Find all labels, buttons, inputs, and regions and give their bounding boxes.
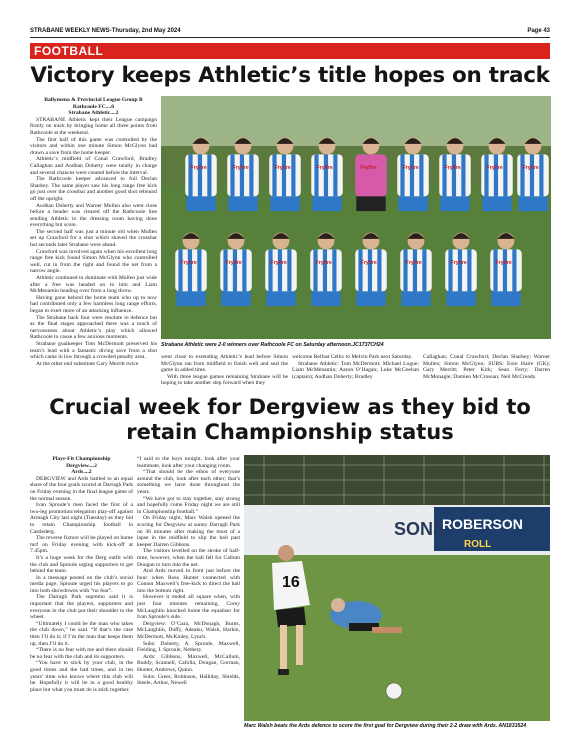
paragraph: On Friday night, Marc Walsh opened the scoring for Dergview at sunny Darragh Park on 36 minutes after making the most of a lapse in the midfield to slip the ball past keeper Darren Gibbons. (137, 515, 240, 548)
story1-column-2 (161, 354, 288, 387)
shirt-sponsor: Fryfire (522, 165, 539, 172)
section-bar (30, 43, 550, 59)
paragraph: Subs: Greer, Robinson, Halliday, Shields, Steele, Arthur, Newell (137, 673, 240, 687)
match-photo-caption: Marc Walsh beats the Ards defence to score the first goal for Dergview during their 2-2 draw with Ards. AN1833524 (244, 723, 527, 729)
paragraph: Strabane Athletic: Tom McDermott; Michael Logue; Liam McMenamin; Aaron O’Hagan; Luke McGeehan (captain); Aodhan Doherty; Bradley (292, 360, 419, 380)
shirt-sponsor: Fryfire (486, 165, 503, 172)
story2-home-score: Dergview....2 (66, 462, 97, 469)
paragraph: The Rathcoole keeper advanced to foil Declan Sharkey. The same player saw his long range free kick go just over the crossbar and another good shot rebound off the upright. (30, 176, 157, 202)
paragraph: welcome Belfast Celtic to Melvin Park next Saturday. (292, 354, 413, 360)
paragraph: With three league games remaining Strabane will be hoping to take another step forward when they (161, 373, 288, 387)
paragraph: Ivan Sproule’s men faced the first of a two-leg promotion/relegation play-off against Armagh City last night (Tuesday) as they bid to retain Championship football in Castlederg. (30, 502, 133, 535)
paragraph: Aodhan Doherty and Warner Mullen also went close before a header was cleared off the Rathcoole line sending Athletic to the dressing room having done everything but score. (30, 202, 157, 229)
match-photo-graphic (244, 455, 550, 721)
paragraph: The visitors levelled on the stroke of half-time, however, when the ball fell for Callum Dougan to turn into the net. (137, 548, 240, 568)
shirt-sponsor: Fryfire (232, 165, 249, 172)
story2-column-2 (137, 456, 240, 687)
paragraph: “There is no fear with me and there should be no fear with the club and its supporters. (30, 647, 133, 660)
story1-home-score: Rathcoole FC....0 (72, 103, 115, 110)
section-label: FOOTBALL (34, 44, 104, 58)
paragraph: “Ultimately I could be the man who takes the club down,” he said. “If that’s the case then I’ll do it; if I’m the man that keeps them up, then I’ll do it. (30, 620, 133, 647)
story1-competition: Ballymena & Provincial League Group B (44, 97, 143, 103)
paragraph: The reverse fixture will be played on home turf on Friday evening with kick-off at 7.45pm. (30, 535, 133, 555)
shirt-sponsor: Fryfire (450, 260, 467, 267)
team-photo-caption: Strabane Athletic were 2-0 winners over Rathcoole FC on Saturday afternoon.JC1737CH24 (161, 342, 384, 348)
story2-away-score: Ards....2 (71, 469, 92, 476)
paragraph: It’s a huge week for the Derg outfit with the club and Sproule urging supporters to get behind the team. (30, 554, 133, 575)
paragraph: Callaghan; Conal Crawford; Declan Sharkey; Warner Mullen; Simon McGlynn; SUBS: Eoin Haire (GK); Gary Merritt; Peter Kirk; Sean Ferry; Darren McMonagle; Damien McCrossan; Neil McCready. (423, 354, 550, 380)
paragraph: DERGVIEW and Ards battled to an equal share of the four goals scored at Darragh Park on Friday evening in the final league game of the normal season. (30, 475, 133, 502)
paragraph: Athletic’s midfield of Conal Crawford, Bradley Callaghan and Aodhan Doherty were totally in charge and several chances were created before the interval. (30, 156, 157, 176)
paragraph: Crawford was involved again when his excellent long range free kick found Simon McGlynn who controlled well, cut in from the right and found the net from a narrow angle. (30, 248, 157, 275)
board-text-2: ROBERSON (442, 516, 523, 532)
paragraph: The second half was just a minute old when Mullen set up Crawford for a shot which shaved the crossbar but seconds later Strabane were ahead. (30, 228, 157, 249)
shirt-sponsor: Fryfire (495, 260, 512, 267)
paper-name: STRABANE WEEKLY NEWS-Thursday, 2nd May 2024 (30, 28, 181, 34)
paragraph: went close to extending Athletic’s lead before Simon McGlynn ran from midfield to finish well and seal the game in added time. (161, 354, 288, 374)
paragraph: However it ended all square when, with just four minutes remaining, Corey McLaughlin knocked home the equaliser for Ivan Sproule’s side. (137, 594, 240, 621)
board-text-1: SONS (394, 519, 446, 539)
paragraph: “You have to stick by your club, in the good times and the bad times, and in ten years’ time who knows where this club will be. Hopefully it will be in a good healthy place but what you must do is stick together. (30, 660, 133, 693)
shirt-sponsor: Fryfire (402, 165, 419, 172)
shirt-sponsor: Fryfire (405, 260, 422, 267)
paragraph: In a message posted on the club’s social media page, Sproule urged his players to go into both showdowns with “no fear”. (30, 574, 133, 594)
shirt-sponsor: Fryfire (360, 260, 377, 267)
paragraph: Subs: Doherty, A. Sproule, Maxwell, Fielding, I. Sproule, Nethery. (137, 640, 240, 654)
story1-column-3 (292, 354, 419, 380)
paragraph: The Darragh Park supremo said it is important that the players, supporters and everyone in the club put their shoulder to the wheel. (30, 594, 133, 621)
team-photo (161, 96, 551, 339)
story2-column-1 (30, 456, 133, 693)
paragraph: Athletic continued to dominate with Mullen just wide after a free was headed on to him and Liam McMenamin heading over from a long throw. (30, 275, 157, 295)
paragraph: Strabane goalkeeper Tom McDermott preserved his team’s lead with a fantastic diving save from a shot which came in low through a crowded penalty area. (30, 340, 157, 361)
match-photo (244, 455, 550, 721)
story2-competition: Playr-Fit Championship (52, 456, 111, 462)
paragraph: The first half of this game was controlled by the visitors and within one minute Simon McGlynn had drawn a save from the home keeper. (30, 136, 157, 156)
paragraph: At the other end substitute Gary Merritt twice (36, 360, 139, 367)
story1-column-4 (423, 354, 550, 380)
story1-column-1 (30, 97, 157, 379)
shirt-sponsor: Fryfire (360, 165, 377, 172)
masthead-rule (30, 37, 550, 38)
paragraph: Having gone behind the home team who up to now had contributed only a few harmless long range efforts, began to exert more of an attacking influence. (30, 294, 157, 314)
shirt-sponsor: Fryfire (274, 165, 291, 172)
paragraph: “That should be the ethos of everyone around the club, look after each other; that’s something we have done throughout the years. (137, 469, 240, 495)
paragraph: “I said to the boys tonight, look after your teammate, look after your changing room. (137, 456, 240, 469)
shirt-sponsor: Fryfire (270, 260, 287, 267)
paragraph: Ards: Gibbons, Maxwell, McCallum, Ruddy, Scannell, Cafolla, Dougan, Gorman, Hunter, Andrews, Quinn. (137, 653, 240, 673)
shirt-sponsor: Fryfire (444, 165, 461, 172)
shirt-sponsor: Fryfire (316, 165, 333, 172)
shirt-sponsor: Fryfire (315, 260, 332, 267)
shirt-sponsor: Fryfire (225, 260, 242, 267)
story2-headline: Crucial week for Dergview as they bid to retain Championship status (49, 395, 531, 444)
shirt-sponsor: Fryfire (180, 260, 197, 267)
paragraph: Dergview: O’Gara, McDonagh, Burns, McLaughlin, Duffy, Adeaku, Walsh, Harkin, McDermott, McKinley, Lynch. (137, 620, 240, 641)
paragraph: “We have got to stay together, stay strong and hopefully come Friday night we are still in Championship football.” (137, 495, 240, 515)
shirt-number: 16 (282, 574, 300, 591)
page-number: Page 43 (527, 28, 550, 34)
story1-headline: Victory keeps Athletic’s title hopes on track (30, 63, 550, 88)
board-text-3: ROLL (464, 539, 492, 550)
team-photo-graphic (161, 96, 551, 339)
football (386, 683, 402, 699)
shirt-sponsor: Fryfire (190, 165, 207, 172)
story1-away-score: Strabane Athletic....2 (68, 110, 119, 117)
paragraph: The Strabane back four were resolute in defence but as the final stages approached there was a touch of nervousness about Athletic’s play which allowed Rathcoole to cause a few anxious moments. (30, 314, 157, 341)
paragraph: STRABANE Athletic kept their League campaign firmly on track by bringing home all three points from Rathcoole at the weekend. (30, 116, 157, 136)
paragraph: And Ards moved in front just before the hour when Ross Hunter connected with Connor Maxwell’s free-kick to direct the ball into the bottom right. (137, 568, 240, 594)
